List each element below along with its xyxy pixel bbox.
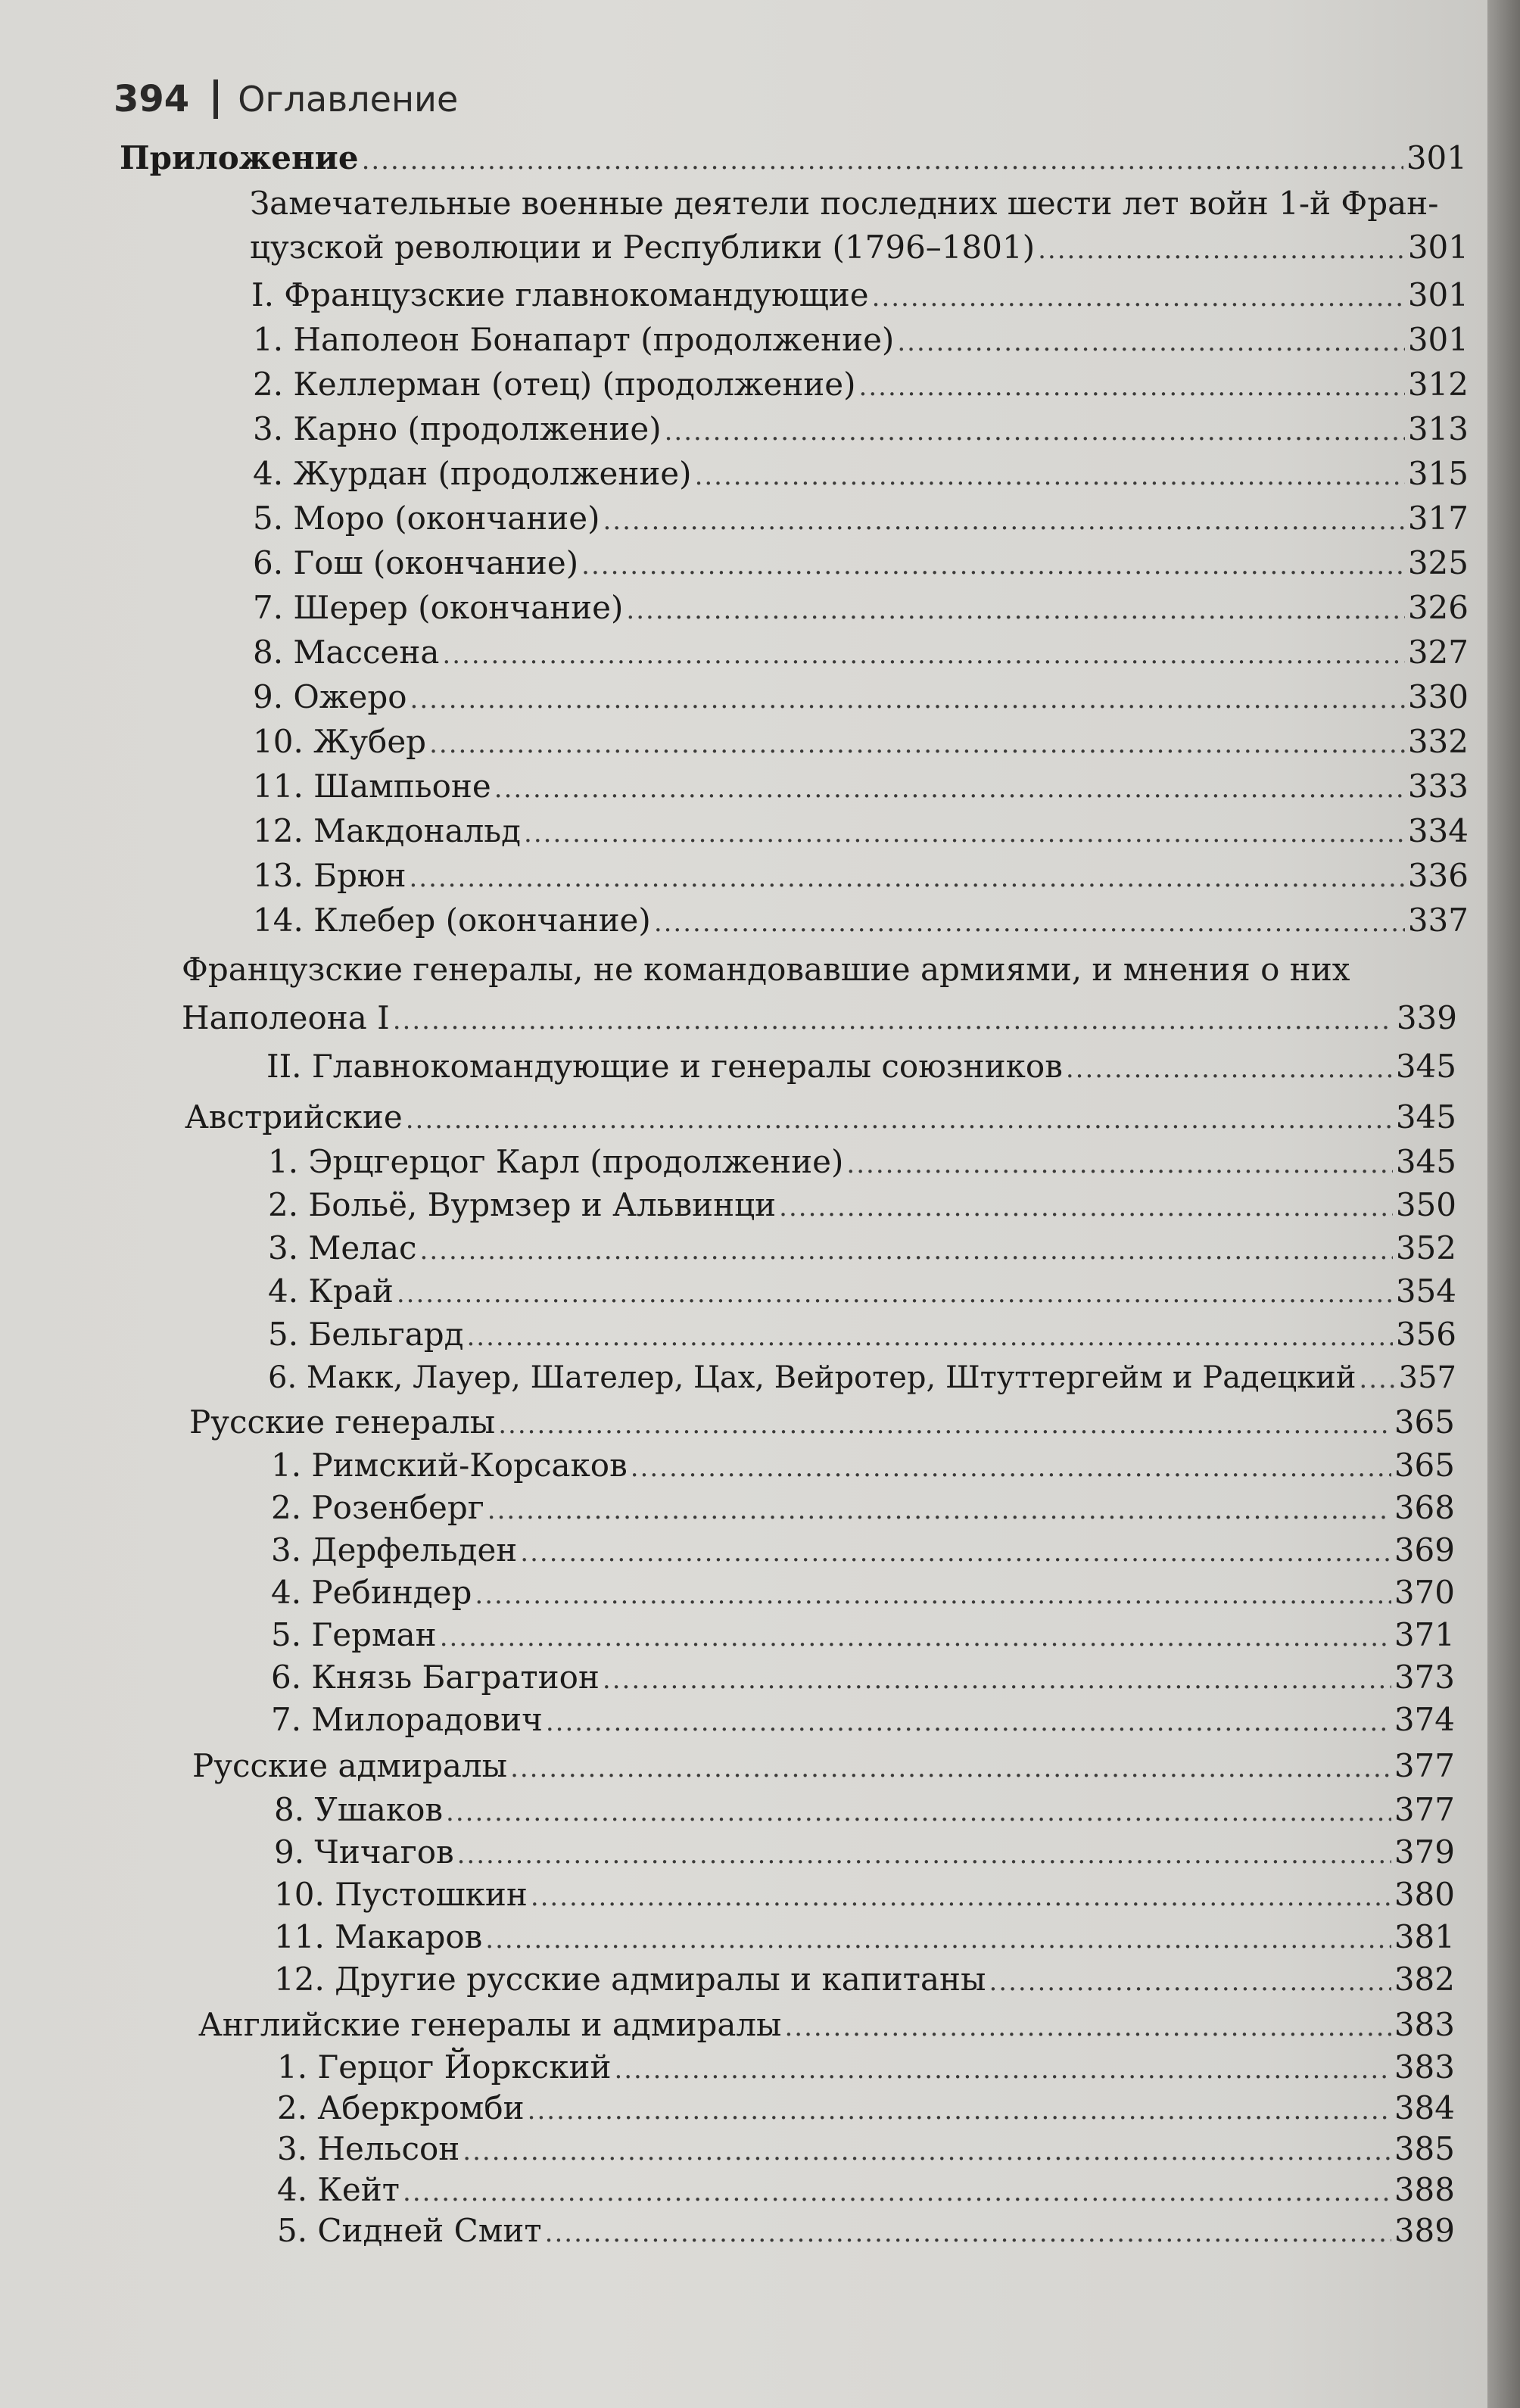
toc-entry <box>253 452 1469 498</box>
toc-entry-page: 383 <box>1394 2006 1455 2043</box>
toc-entry-page: 350 <box>1395 1186 1456 1223</box>
toc-entry-title: 1. Герцог Йоркский <box>277 2048 612 2086</box>
toc-entry-page: 301 <box>1407 321 1469 358</box>
toc-entry-title: 4. Ребиндер <box>271 1574 472 1611</box>
toc-entry-page: 384 <box>1394 2089 1455 2126</box>
toc-entry-page: 315 <box>1407 455 1469 492</box>
toc-entry-intro-line1: Замечательные военные деятели последних шести лет войн 1-й Фран- <box>250 185 1439 222</box>
toc-entry-title: цузской революции и Республики (1796–1801) <box>250 229 1036 266</box>
toc-leader-dots <box>409 856 1404 900</box>
toc-leader-dots <box>846 1142 1392 1186</box>
toc-entry <box>253 318 1469 364</box>
toc-leader-dots <box>442 633 1404 677</box>
toc-leader-dots <box>665 410 1405 453</box>
toc-entry-page: 377 <box>1394 1791 1455 1828</box>
toc-entry-page: 381 <box>1394 1918 1455 1955</box>
toc-leader-dots <box>859 365 1405 409</box>
toc-entry-page: 389 <box>1394 2212 1455 2249</box>
toc-entry <box>271 1571 1455 1617</box>
toc-entry-page: 370 <box>1394 1574 1455 1611</box>
toc-entry-page: 369 <box>1394 1531 1455 1568</box>
toc-leader-dots <box>897 320 1405 364</box>
toc-entry-english <box>198 2003 1455 2049</box>
toc-leader-dots <box>403 2170 1391 2214</box>
toc-entry-page: 334 <box>1407 812 1469 849</box>
toc-entry-title: 9. Ожеро <box>253 678 407 715</box>
toc-entry-page: 301 <box>1406 139 1467 176</box>
toc-entry <box>253 765 1469 811</box>
toc-entry-title: 2. Аберкромби <box>277 2089 525 2126</box>
toc-leader-dots <box>494 767 1405 811</box>
toc-leader-dots <box>429 722 1405 766</box>
toc-entry-title: 8. Массена <box>253 634 440 671</box>
toc-entry <box>253 809 1469 855</box>
toc-leader-dots <box>520 1531 1391 1575</box>
toc-entry-intro <box>250 226 1469 272</box>
toc-entry-page: 371 <box>1394 1616 1455 1653</box>
toc-leader-dots <box>626 588 1404 632</box>
toc-entry-title: 4. Край <box>268 1273 394 1310</box>
toc-entry <box>274 1958 1455 2004</box>
toc-entry-page: 317 <box>1407 500 1469 537</box>
toc-entry-page: 354 <box>1395 1273 1456 1310</box>
toc-leader-dots <box>466 1315 1392 1359</box>
toc-leader-dots <box>397 1272 1393 1316</box>
toc-entry-page: 336 <box>1407 857 1469 894</box>
toc-entry-title: 5. Моро (окончание) <box>253 500 600 537</box>
toc-leader-dots <box>393 998 1394 1042</box>
toc-entry-french-commanders <box>251 273 1469 319</box>
toc-entry-title: II. Главнокомандующие и генералы союзников <box>266 1048 1063 1085</box>
toc-entry-russian-admirals <box>192 1744 1455 1790</box>
toc-entry-title: 10. Пустошкин <box>274 1876 528 1913</box>
toc-leader-dots <box>784 2005 1391 2049</box>
toc-entry-page: 383 <box>1394 2048 1455 2086</box>
toc-entry <box>277 2127 1455 2173</box>
header-title: Оглавление <box>238 79 459 120</box>
toc-entry-french-generals <box>182 996 1457 1042</box>
toc-entry <box>277 2045 1455 2092</box>
toc-entry-title: Русские адмиралы <box>192 1747 508 1784</box>
toc-entry-appendix <box>120 136 1467 182</box>
toc-leader-dots <box>420 1229 1393 1273</box>
toc-entry-title: Приложение <box>120 139 359 176</box>
toc-entry <box>271 1528 1455 1575</box>
running-header <box>114 73 458 126</box>
toc-entry-page: 345 <box>1395 1143 1456 1180</box>
toc-leader-dots <box>1038 228 1405 272</box>
header-divider <box>213 79 218 119</box>
toc-entry-title: Австрийские <box>185 1098 403 1135</box>
toc-entry-title: 3. Дерфельден <box>271 1531 518 1568</box>
toc-entry <box>253 899 1469 945</box>
page-number: 394 <box>114 78 190 120</box>
toc-entry-title: 8. Ушаков <box>274 1791 444 1828</box>
toc-entry-page: 373 <box>1394 1659 1455 1696</box>
toc-entry-title: 3. Карно (продолжение) <box>253 410 662 447</box>
toc-leader-dots <box>531 1875 1391 1919</box>
toc-entry <box>253 541 1469 587</box>
toc-entry-title: 4. Журдан (продолжение) <box>253 455 692 492</box>
toc-entry-title: 2. Келлерман (отец) (продолжение) <box>253 366 856 403</box>
toc-entry-title: 7. Шерер (окончание) <box>253 589 624 626</box>
toc-entry <box>268 1183 1456 1229</box>
toc-entry-page: 332 <box>1407 723 1469 760</box>
toc-entry-page: 374 <box>1394 1701 1455 1738</box>
toc-entry-page: 333 <box>1407 768 1469 805</box>
toc-entry <box>268 1313 1456 1359</box>
toc-entry-title: 4. Кейт <box>277 2171 400 2208</box>
toc-leader-dots <box>989 1960 1391 2004</box>
toc-entry <box>277 2209 1455 2255</box>
toc-leader-dots <box>545 2211 1391 2255</box>
toc-leader-dots <box>1066 1047 1393 1091</box>
toc-entry-title: Английские генералы и адмиралы <box>198 2006 782 2043</box>
toc-entry-title: 11. Шампьоне <box>253 768 491 805</box>
toc-entry-page: 379 <box>1394 1833 1455 1871</box>
toc-entry-title: 3. Нельсон <box>277 2130 460 2167</box>
toc-entry-page: 330 <box>1407 678 1469 715</box>
toc-entry-allies <box>266 1045 1456 1091</box>
toc-entry-page: 357 <box>1398 1360 1456 1395</box>
toc-leader-dots <box>603 1658 1391 1702</box>
toc-entry <box>277 2168 1455 2214</box>
toc-entry-page: 337 <box>1407 902 1469 939</box>
toc-leader-dots <box>603 499 1404 543</box>
toc-entry <box>253 854 1469 900</box>
toc-leader-dots <box>524 811 1405 855</box>
toc-entry-page: 313 <box>1407 410 1469 447</box>
toc-entry-title: I. Французские главнокомандующие <box>251 276 869 313</box>
toc-entry-page: 382 <box>1394 1961 1455 1998</box>
toc-entry-title: 1. Римский-Корсаков <box>271 1447 628 1484</box>
toc-leader-dots <box>463 2129 1391 2173</box>
toc-entry-title: 2. Больё, Вурмзер и Альвинци <box>268 1186 777 1223</box>
toc-leader-dots <box>406 1098 1393 1142</box>
toc-entry-page: 352 <box>1395 1229 1456 1266</box>
toc-entry-page: 356 <box>1395 1316 1456 1353</box>
toc-entry-austrian <box>185 1095 1456 1142</box>
toc-entry <box>271 1698 1455 1744</box>
toc-entry <box>274 1873 1455 1919</box>
toc-entry-title: 12. Другие русские адмиралы и капитаны <box>274 1961 986 1998</box>
toc-entry <box>271 1656 1455 1702</box>
page-edge-shadow <box>1487 0 1520 2408</box>
toc-entry <box>274 1788 1455 1834</box>
toc-entry-page: 301 <box>1407 276 1469 313</box>
toc-leader-dots <box>779 1185 1393 1229</box>
toc-leader-dots <box>631 1446 1391 1490</box>
toc-entry <box>268 1140 1456 1186</box>
toc-leader-dots <box>1359 1357 1395 1401</box>
toc-leader-dots <box>457 1833 1391 1877</box>
toc-entry-page: 312 <box>1407 366 1469 403</box>
toc-entry-page: 326 <box>1407 589 1469 626</box>
toc-entry-page: 339 <box>1396 999 1457 1036</box>
toc-entry-russian-generals <box>189 1400 1455 1447</box>
toc-entry-title: 5. Сидней Смит <box>277 2212 542 2249</box>
toc-leader-dots <box>362 139 1403 182</box>
toc-entry-title: 6. Князь Багратион <box>271 1659 600 1696</box>
toc-entry <box>253 631 1469 677</box>
toc-entry-title: 6. Макк, Лауер, Шателер, Цах, Вейротер, Штуттергейм и Радецкий <box>268 1360 1356 1395</box>
toc-entry-page: 365 <box>1394 1447 1455 1484</box>
toc-entry-title: 1. Наполеон Бонапарт (продолжение) <box>253 321 895 358</box>
toc-leader-dots <box>546 1700 1391 1744</box>
toc-leader-dots <box>614 2048 1391 2092</box>
toc-entry <box>271 1613 1455 1659</box>
toc-leader-dots <box>475 1573 1391 1617</box>
toc-entry-title: 13. Брюн <box>253 857 406 894</box>
toc-entry-title: 11. Макаров <box>274 1918 483 1955</box>
toc-leader-dots <box>440 1615 1391 1659</box>
toc-leader-dots <box>485 1917 1391 1961</box>
toc-leader-dots <box>410 678 1405 721</box>
toc-entry <box>268 1269 1456 1316</box>
toc-entry <box>268 1356 1456 1401</box>
toc-entry <box>274 1915 1455 1961</box>
toc-entry-title: 1. Эрцгерцог Карл (продолжение) <box>268 1143 844 1180</box>
toc-leader-dots <box>581 544 1405 587</box>
toc-leader-dots <box>695 454 1405 498</box>
toc-entry-page: 385 <box>1394 2130 1455 2167</box>
toc-entry <box>253 497 1469 543</box>
toc-entry-page: 368 <box>1394 1489 1455 1526</box>
toc-entry-page: 388 <box>1394 2171 1455 2208</box>
toc-entry <box>253 363 1469 409</box>
toc-entry <box>277 2086 1455 2132</box>
toc-entry-title: 6. Гош (окончание) <box>253 544 579 581</box>
toc-entry-title: Наполеона I <box>182 999 390 1036</box>
toc-entry-page: 377 <box>1394 1747 1455 1784</box>
toc-entry-page: 325 <box>1407 544 1469 581</box>
toc-entry-page: 345 <box>1395 1098 1456 1135</box>
toc-entry <box>274 1830 1455 1877</box>
toc-entry <box>253 407 1469 453</box>
toc-entry-title: 2. Розенберг <box>271 1489 484 1526</box>
toc-entry <box>268 1226 1456 1273</box>
toc-leader-dots <box>872 276 1405 319</box>
toc-entry-title: 12. Макдональд <box>253 812 522 849</box>
toc-entry-page: 327 <box>1407 634 1469 671</box>
toc-entry-page: 365 <box>1394 1403 1455 1441</box>
toc-entry-title: 14. Клебер (окончание) <box>253 902 651 939</box>
toc-entry-title: 9. Чичагов <box>274 1833 454 1871</box>
toc-entry <box>271 1444 1455 1490</box>
toc-leader-dots <box>498 1403 1391 1447</box>
toc-entry-page: 345 <box>1395 1048 1456 1085</box>
toc-entry-title: 5. Бельгард <box>268 1316 464 1353</box>
toc-entry-french-generals-line1: Французские генералы, не командовавшие армиями, и мнения о них <box>182 951 1350 988</box>
toc-entry <box>253 720 1469 766</box>
toc-leader-dots <box>528 2089 1391 2132</box>
toc-leader-dots <box>510 1746 1391 1790</box>
toc-leader-dots <box>487 1488 1391 1532</box>
toc-leader-dots <box>446 1790 1391 1834</box>
toc-entry-title: 10. Жубер <box>253 723 427 760</box>
toc-entry-title: 7. Милорадович <box>271 1701 543 1738</box>
toc-entry-title: 3. Мелас <box>268 1229 417 1266</box>
toc-entry-page: 380 <box>1394 1876 1455 1913</box>
toc-entry <box>271 1486 1455 1532</box>
toc-leader-dots <box>654 901 1405 945</box>
toc-entry <box>253 675 1469 721</box>
toc-entry-title: Русские генералы <box>189 1403 496 1441</box>
toc-entry <box>253 586 1469 632</box>
toc-entry-page: 301 <box>1407 229 1469 266</box>
toc-entry-title: 5. Герман <box>271 1616 437 1653</box>
